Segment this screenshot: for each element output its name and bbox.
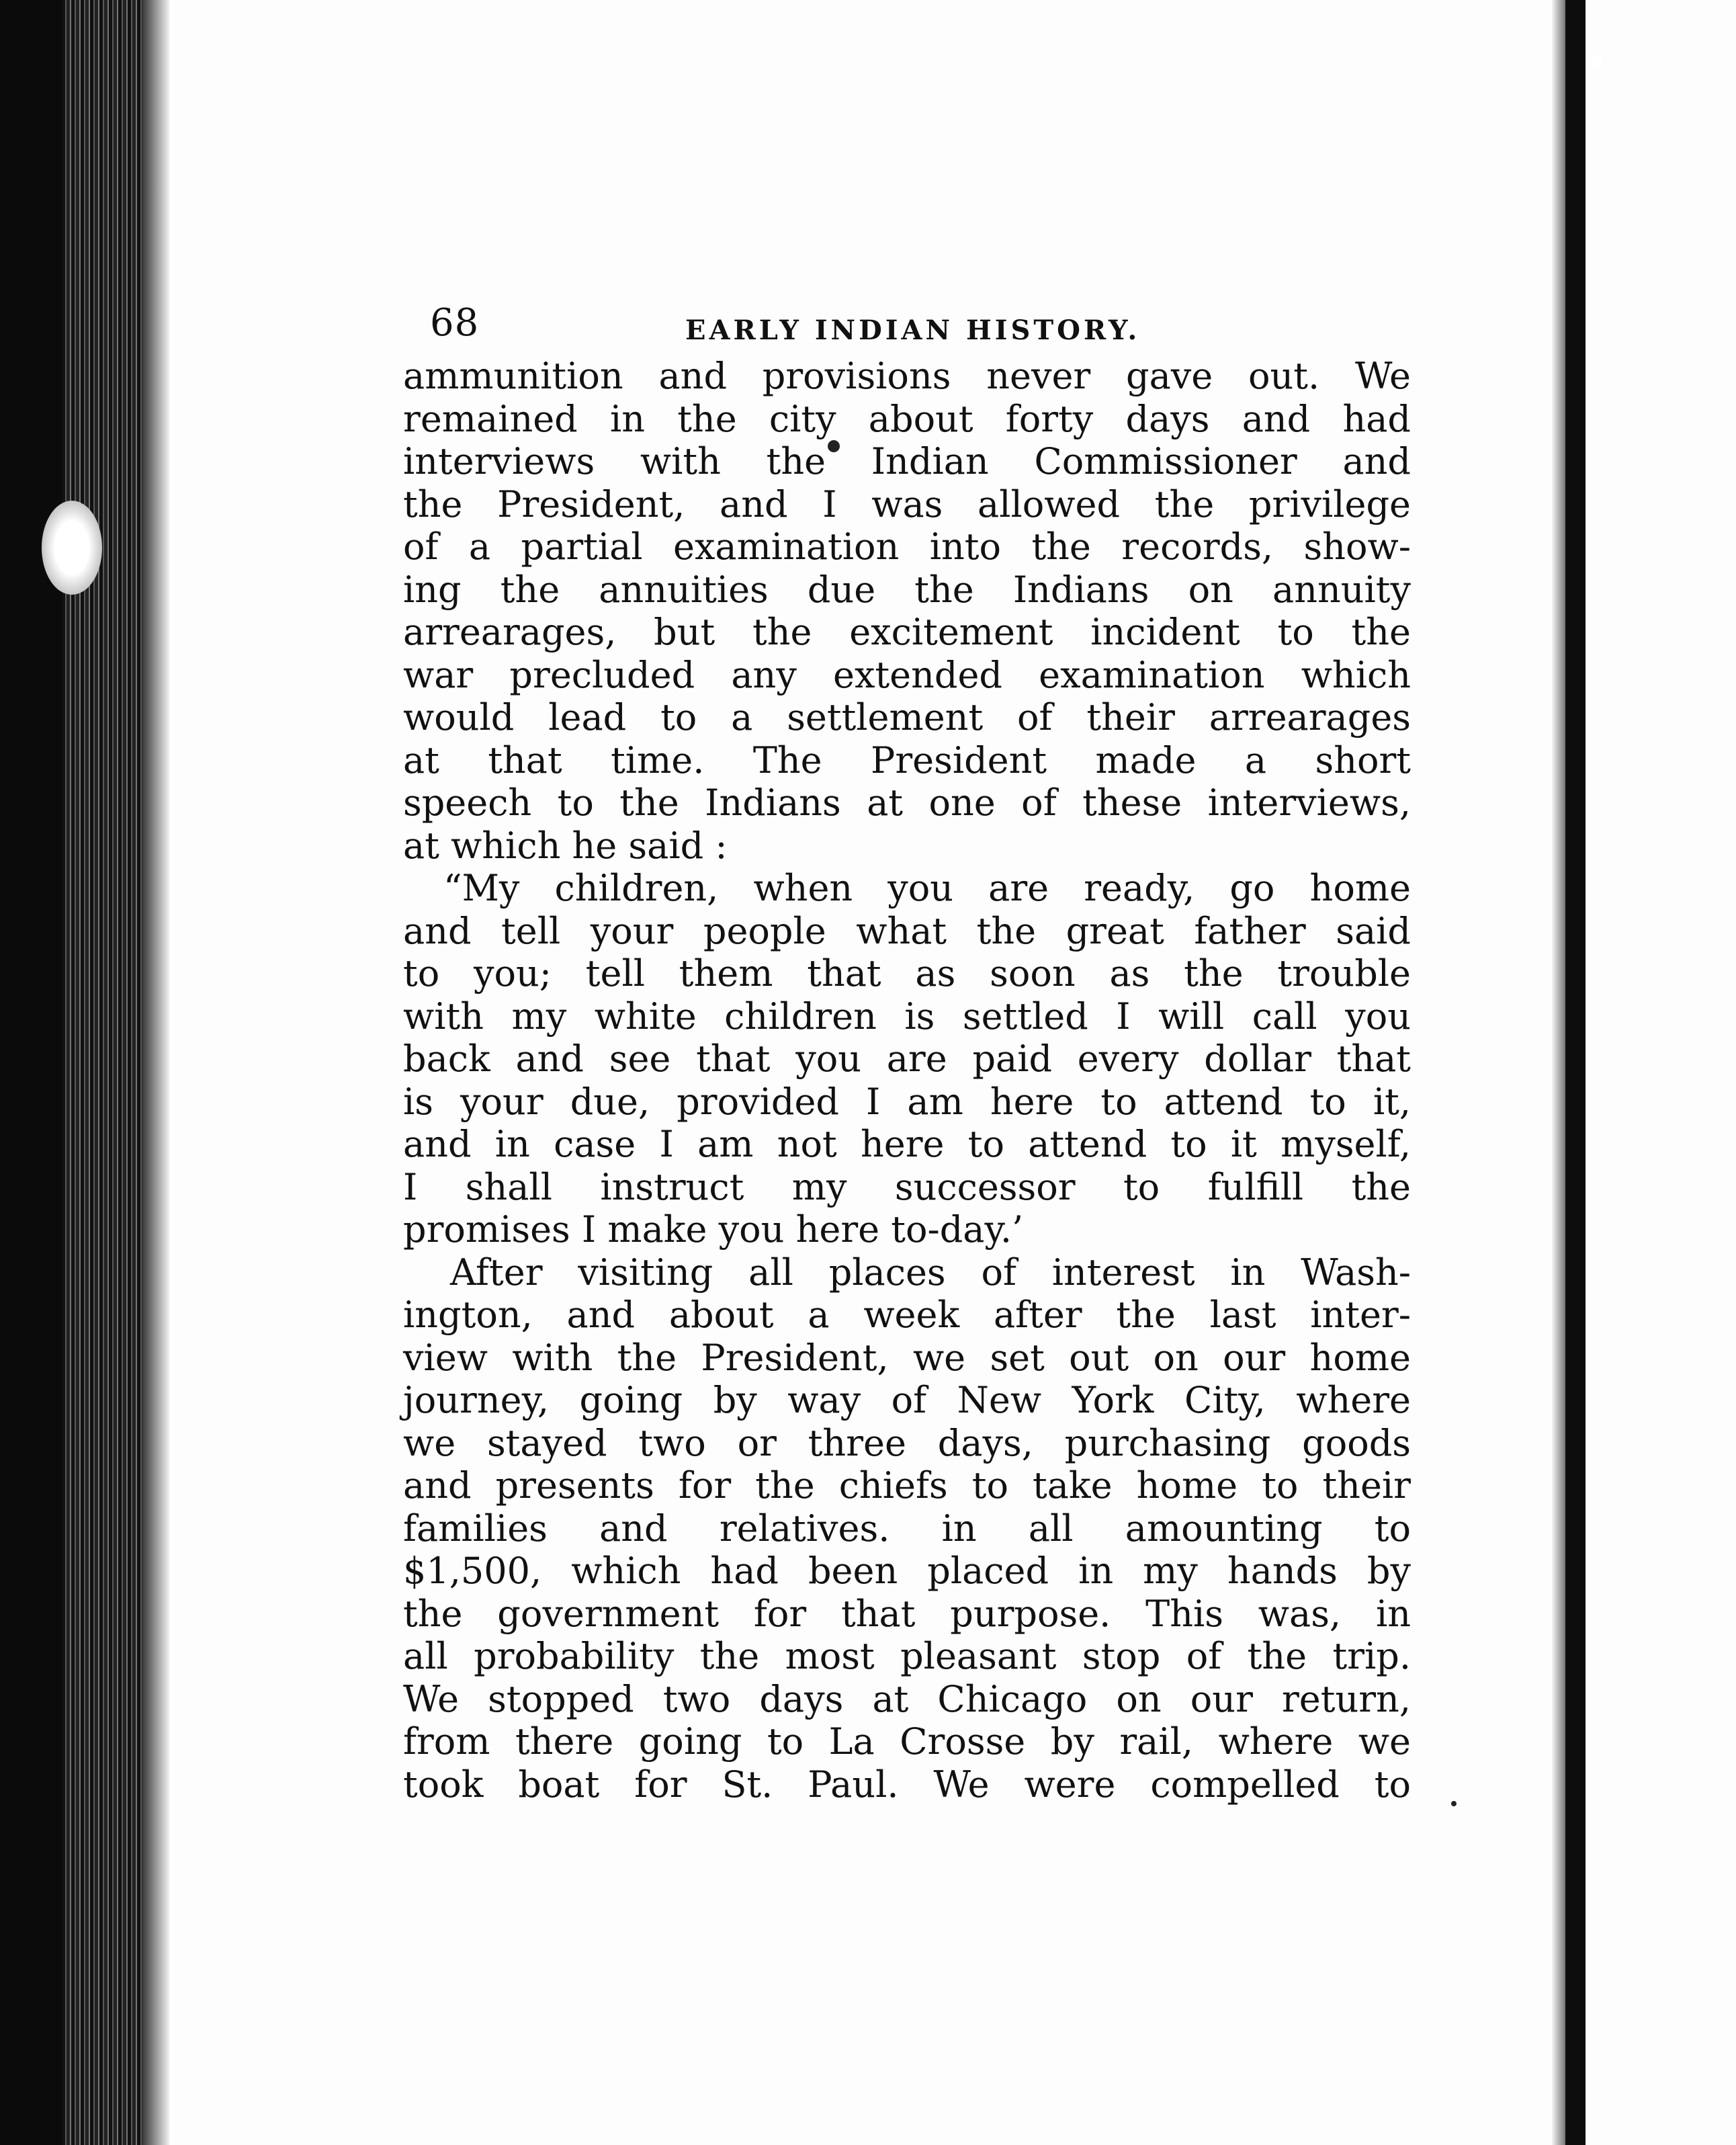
- text-line: would lead to a settlement of their arrearages: [403, 696, 1411, 739]
- page-text: [403, 301, 1411, 1806]
- text-line: to you; tell them that as soon as the trouble: [403, 952, 1411, 995]
- text-line: back and see that you are paid every dollar that: [403, 1038, 1411, 1080]
- text-line: promises I make you here to-day.’: [403, 1208, 1024, 1251]
- text-line: the President, and I was allowed the privilege: [403, 482, 1411, 525]
- right-gutter-shadow: [1552, 0, 1565, 2145]
- text-line: the government for that purpose. This was, in: [403, 1592, 1411, 1635]
- page-edges: [62, 0, 142, 2145]
- text-line: of a partial examination into the records, show-: [403, 525, 1411, 568]
- speck: [1592, 54, 1602, 69]
- text-line: from there going to La Crosse by rail, where we: [403, 1720, 1411, 1763]
- text-line: ammunition and provisions never gave out. We: [403, 355, 1411, 397]
- text-line: we stayed two or three days, purchasing goods: [403, 1421, 1411, 1464]
- running-head-title: EARLY INDIAN HISTORY.: [685, 314, 1141, 346]
- text-line: at that time. The President made a short: [403, 739, 1411, 782]
- text-line: and tell your people what the great father said: [403, 909, 1411, 952]
- text-line: took boat for St. Paul. We were compelled to: [403, 1763, 1411, 1806]
- text-line: arrearages, but the excitement incident to the: [403, 611, 1411, 653]
- text-line: at which he said :: [403, 824, 728, 867]
- text-line: ing the annuities due the Indians on annuity: [403, 568, 1411, 611]
- book-spine-shadow: [0, 0, 62, 2145]
- text-line: with my white children is settled I will call you: [403, 995, 1411, 1038]
- text-line: ington, and about a week after the last inter-: [403, 1294, 1411, 1336]
- text-line: journey, going by way of New York City, where: [403, 1379, 1411, 1421]
- text-line: interviews with the Indian Commissioner and: [403, 440, 1411, 482]
- text-line: “My children, when you are ready, go home: [443, 867, 1411, 909]
- text-line: speech to the Indians at one of these interviews,: [403, 782, 1411, 824]
- text-line: $1,500, which had been placed in my hands by: [403, 1550, 1411, 1592]
- text-line: We stopped two days at Chicago on our return,: [403, 1677, 1411, 1720]
- gutter-shadow: [142, 0, 169, 2145]
- text-line: view with the President, we set out on our home: [403, 1336, 1411, 1379]
- text-line: remained in the city about forty days and had: [403, 397, 1411, 440]
- right-gutter: [1565, 0, 1586, 2145]
- page-number: 68: [430, 301, 480, 345]
- text-line: is your due, provided I am here to attend to it,: [403, 1080, 1411, 1123]
- running-head: [403, 301, 1411, 355]
- text-line: war precluded any extended examination which: [403, 653, 1411, 696]
- text-line: I shall instruct my successor to fulfill the: [403, 1165, 1411, 1208]
- text-line: and presents for the chiefs to take home to their: [403, 1464, 1411, 1507]
- text-line: families and relatives. in all amounting to: [403, 1507, 1411, 1550]
- speck: [1451, 1801, 1457, 1806]
- text-line: After visiting all places of interest in Wash-: [450, 1251, 1411, 1294]
- text-line: all probability the most pleasant stop of the trip.: [403, 1635, 1411, 1677]
- text-line: and in case I am not here to attend to it myself,: [403, 1123, 1411, 1165]
- paper-damage-spot: [42, 501, 102, 595]
